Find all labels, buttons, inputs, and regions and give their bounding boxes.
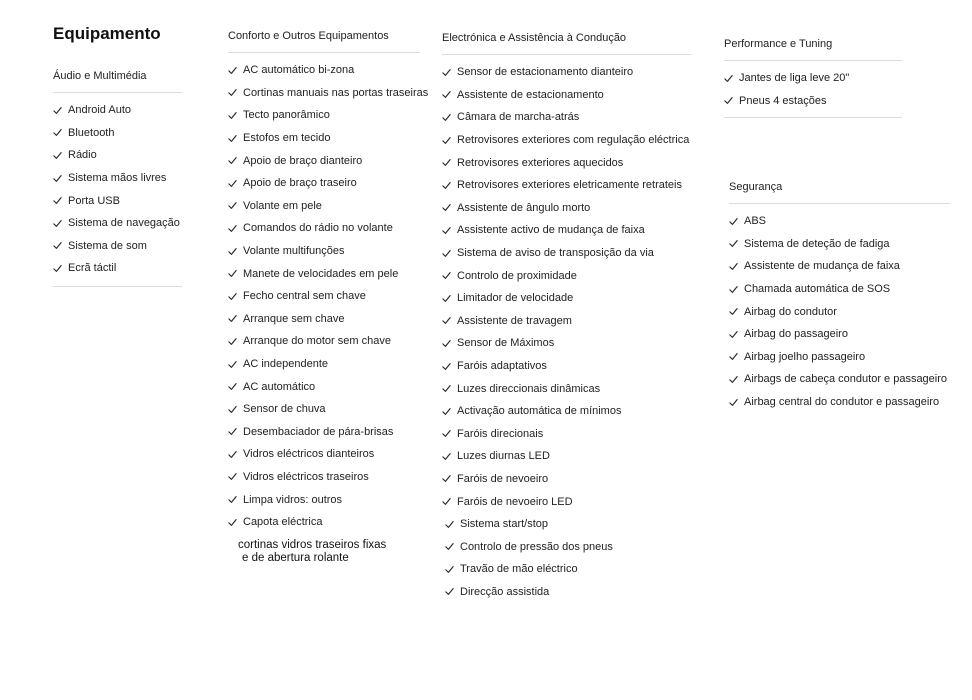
check-icon [442, 158, 451, 167]
section-performance [724, 38, 902, 118]
equipment-item [53, 189, 182, 212]
check-icon [228, 201, 237, 210]
equipment-item-label: ABS [744, 215, 767, 228]
check-icon [442, 90, 451, 99]
equipment-item [228, 217, 420, 240]
equipment-item [442, 151, 691, 174]
equipment-item [729, 346, 950, 369]
equipment-item [228, 172, 420, 195]
check-icon [442, 407, 451, 416]
equipment-item-label: Volante em pele [243, 199, 322, 212]
equipment-item-label: Rádio [68, 149, 97, 162]
equipment-item-label: Tecto panorâmico [243, 109, 330, 122]
equipment-item-label: Airbag joelho passageiro [744, 350, 866, 363]
equipment-item [442, 332, 691, 355]
equipment-item-label: Faróis adaptativos [457, 360, 547, 373]
equipment-item [442, 490, 691, 513]
equipment-item [442, 129, 691, 152]
equipment-item-label: Luzes direccionais dinâmicas [457, 382, 601, 395]
check-icon [445, 520, 454, 529]
equipment-item [53, 235, 182, 258]
equipment-item [228, 353, 420, 376]
equipment-item [53, 167, 182, 190]
equipment-item [442, 445, 691, 468]
section-heading-seguranca: Segurança [729, 181, 950, 204]
equipment-item-label: Sensor de chuva [243, 403, 326, 416]
equipment-item-label: Assistente activo de mudança de faixa [457, 224, 645, 237]
check-icon [442, 271, 451, 280]
equipment-item [729, 323, 950, 346]
equipment-item [228, 443, 420, 466]
check-icon [445, 542, 454, 551]
section-heading-electronica: Electrónica e Assistência à Condução [442, 32, 691, 55]
equipment-item-label: Sistema de som [68, 239, 147, 252]
equipment-item [228, 104, 420, 127]
equipment-item-label: Arranque sem chave [243, 312, 345, 325]
section-conforto [228, 30, 429, 533]
equipment-item [729, 210, 950, 233]
equipment-item-label: Sistema start/stop [460, 518, 549, 531]
check-icon [53, 151, 62, 160]
equipment-item-label: Arranque do motor sem chave [243, 335, 391, 348]
equipment-item-label: Comandos do rádio no volante [243, 222, 393, 235]
equipment-item [442, 174, 691, 197]
equipment-item-label: Apoio de braço dianteiro [243, 154, 363, 167]
equipment-item [729, 368, 950, 391]
equipment-item [442, 468, 691, 491]
equipment-item [442, 197, 691, 220]
section-divider [724, 117, 902, 118]
check-icon [53, 264, 62, 273]
equipment-item [53, 99, 182, 122]
equipment-item-label: Fecho central sem chave [243, 290, 366, 303]
list-electronica [442, 61, 691, 513]
equipment-item [729, 300, 950, 323]
check-icon [442, 474, 451, 483]
check-icon [53, 196, 62, 205]
check-icon [53, 106, 62, 115]
check-icon [228, 382, 237, 391]
equipment-item-label: Assistente de ângulo morto [457, 201, 591, 214]
check-icon [442, 316, 451, 325]
check-icon [729, 330, 738, 339]
equipment-item [445, 581, 691, 604]
equipment-item-label: Sistema mãos livres [68, 172, 167, 185]
equipment-item [724, 67, 902, 90]
equipment-item [228, 149, 420, 172]
check-icon [729, 262, 738, 271]
equipment-item-label: AC automático bi-zona [243, 64, 355, 77]
equipment-item [228, 308, 420, 331]
check-icon [442, 452, 451, 461]
equipment-item-label: Airbag central do condutor e passageiro [744, 396, 940, 409]
check-icon [445, 565, 454, 574]
equipment-item-label: Bluetooth [68, 126, 115, 139]
equipment-item-label: Faróis de nevoeiro [457, 472, 549, 485]
equipment-item [442, 287, 691, 310]
list-audio [53, 99, 182, 280]
equipment-item [228, 466, 420, 489]
equipment-item-label: AC automático [243, 380, 316, 393]
check-icon [724, 96, 733, 105]
section-heading-audio: Áudio e Multimédia [53, 70, 182, 93]
equipment-item [228, 285, 420, 308]
equipment-item-label: Manete de velocidades em pele [243, 267, 399, 280]
equipment-item [442, 355, 691, 378]
equipment-item-label: Faróis de nevoeiro LED [457, 495, 573, 508]
check-icon [442, 497, 451, 506]
equipment-item-label: Luzes diurnas LED [457, 450, 550, 463]
check-icon [228, 156, 237, 165]
equipment-item [228, 262, 420, 285]
check-icon [442, 249, 451, 258]
check-icon [729, 307, 738, 316]
equipment-item [228, 421, 420, 444]
check-icon [442, 339, 451, 348]
equipment-item-label: Apoio de braço traseiro [243, 177, 357, 190]
equipment-item [729, 233, 950, 256]
check-icon [228, 427, 237, 436]
equipment-item [442, 264, 691, 287]
check-icon [228, 314, 237, 323]
check-icon [53, 219, 62, 228]
equipment-item [729, 391, 950, 414]
section-seguranca [729, 181, 950, 413]
section-audio [53, 70, 182, 287]
equipment-item-label: Activação automática de mínimos [457, 405, 622, 418]
equipment-item [442, 400, 691, 423]
equipment-item [228, 375, 420, 398]
check-icon [729, 375, 738, 384]
equipment-item [445, 558, 691, 581]
check-icon [228, 224, 237, 233]
equipment-item-label: Sistema de navegação [68, 217, 180, 230]
equipment-item-label: Câmara de marcha-atrás [457, 111, 580, 124]
equipment-item [228, 330, 420, 353]
equipment-item [228, 240, 420, 263]
equipment-item-label: Android Auto [68, 104, 131, 117]
equipment-item [228, 511, 420, 534]
equipment-item-label: Retrovisores exteriores com regulação eléctrica [457, 134, 690, 147]
equipment-item-label: Porta USB [68, 194, 120, 207]
equipment-item-label: Direcção assistida [460, 585, 550, 598]
equipment-item [442, 310, 691, 333]
equipment-item [53, 122, 182, 145]
check-icon [53, 174, 62, 183]
page-title: Equipamento [53, 24, 161, 43]
equipment-item-label: Assistente de estacionamento [457, 88, 604, 101]
check-icon [442, 362, 451, 371]
equipment-item [228, 195, 420, 218]
equipment-item-label: Estofos em tecido [243, 132, 331, 145]
check-icon [228, 495, 237, 504]
equipment-item-label: AC independente [243, 358, 329, 371]
equipment-item [442, 377, 691, 400]
equipment-item [445, 535, 691, 558]
section-heading-performance: Performance e Tuning [724, 38, 902, 61]
equipment-item-label: Vidros eléctricos dianteiros [243, 448, 375, 461]
equipment-item-label: Airbags de cabeça condutor e passageiro [744, 373, 948, 386]
equipment-item [445, 513, 691, 536]
check-icon [228, 518, 237, 527]
list-seguranca [729, 210, 950, 413]
check-icon [442, 384, 451, 393]
check-icon [442, 226, 451, 235]
check-icon [228, 292, 237, 301]
equipment-item-label: Limpa vidros: outros [243, 493, 343, 506]
equipment-item-label: Assistente de mudança de faixa [744, 260, 900, 273]
check-icon [53, 241, 62, 250]
equipment-item [53, 257, 182, 280]
check-icon [729, 398, 738, 407]
equipment-item [228, 127, 420, 150]
check-icon [729, 239, 738, 248]
equipment-item-label: Retrovisores exteriores eletricamente retrateis [457, 179, 682, 192]
check-icon [228, 111, 237, 120]
equipment-item [729, 255, 950, 278]
check-icon [228, 247, 237, 256]
equipment-item-label: Volante multifunções [243, 245, 345, 258]
list-performance [724, 67, 902, 112]
equipment-item [442, 242, 691, 265]
equipment-item-label: Jantes de liga leve 20" [739, 72, 850, 85]
list-conforto [228, 59, 429, 533]
section-divider [53, 286, 182, 287]
equipment-item-label: Faróis direcionais [457, 427, 544, 440]
equipment-item [442, 84, 691, 107]
equipment-item-label: Sistema de deteção de fadiga [744, 237, 890, 250]
equipment-item-label: Cortinas manuais nas portas traseiras [243, 86, 429, 99]
comfort-note-line-2: e de abertura rolante [242, 552, 349, 564]
check-icon [228, 472, 237, 481]
check-icon [53, 128, 62, 137]
equipment-item [228, 398, 420, 421]
equipment-item-label: Chamada automática de SOS [744, 283, 891, 296]
equipment-item [442, 61, 691, 84]
check-icon [724, 74, 733, 83]
check-icon [442, 429, 451, 438]
equipment-item [228, 82, 429, 105]
check-icon [228, 337, 237, 346]
check-icon [442, 136, 451, 145]
equipment-item [442, 106, 691, 129]
check-icon [228, 179, 237, 188]
equipment-item-label: Pneus 4 estações [739, 94, 827, 107]
equipment-item-label: Desembaciador de pára-brisas [243, 425, 394, 438]
comfort-note-line-1: cortinas vidros traseiros fixas [238, 539, 387, 551]
check-icon [442, 68, 451, 77]
equipment-item [442, 423, 691, 446]
list-electronica-extra [445, 513, 691, 603]
equipment-item-label: Retrovisores exteriores aquecidos [457, 156, 624, 169]
section-heading-conforto: Conforto e Outros Equipamentos [228, 30, 420, 53]
equipment-item-label: Travão de mão eléctrico [460, 563, 578, 576]
check-icon [228, 405, 237, 414]
check-icon [228, 134, 237, 143]
equipment-item [724, 90, 902, 113]
equipment-item-label: Assistente de travagem [457, 314, 572, 327]
check-icon [445, 587, 454, 596]
equipment-item [53, 144, 182, 167]
equipment-item-label: Controlo de proximidade [457, 269, 577, 282]
check-icon [442, 294, 451, 303]
equipment-item [228, 488, 420, 511]
equipment-item-label: Capota eléctrica [243, 516, 323, 529]
equipment-item-label: Vidros eléctricos traseiros [243, 470, 369, 483]
check-icon [442, 113, 451, 122]
comfort-note [238, 539, 386, 565]
equipment-item-label: Limitador de velocidade [457, 292, 574, 305]
equipment-item-label: Sistema de aviso de transposição da via [457, 247, 654, 260]
check-icon [228, 269, 237, 278]
check-icon [228, 66, 237, 75]
check-icon [729, 352, 738, 361]
check-icon [228, 88, 237, 97]
equipment-item-label: Airbag do passageiro [744, 328, 848, 341]
equipment-item-label: Ecrã táctil [68, 262, 117, 275]
check-icon [228, 360, 237, 369]
equipment-item-label: Controlo de pressão dos pneus [460, 540, 613, 553]
equipment-item-label: Airbag do condutor [744, 305, 837, 318]
check-icon [729, 285, 738, 294]
section-electronica [442, 32, 691, 603]
check-icon [228, 450, 237, 459]
equipment-item-label: Sensor de Máximos [457, 337, 555, 350]
equipment-item [53, 212, 182, 235]
equipment-item-label: Sensor de estacionamento dianteiro [457, 66, 634, 79]
equipment-item [442, 219, 691, 242]
check-icon [729, 217, 738, 226]
check-icon [442, 181, 451, 190]
check-icon [442, 203, 451, 212]
equipment-item [228, 59, 420, 82]
equipment-item [729, 278, 950, 301]
